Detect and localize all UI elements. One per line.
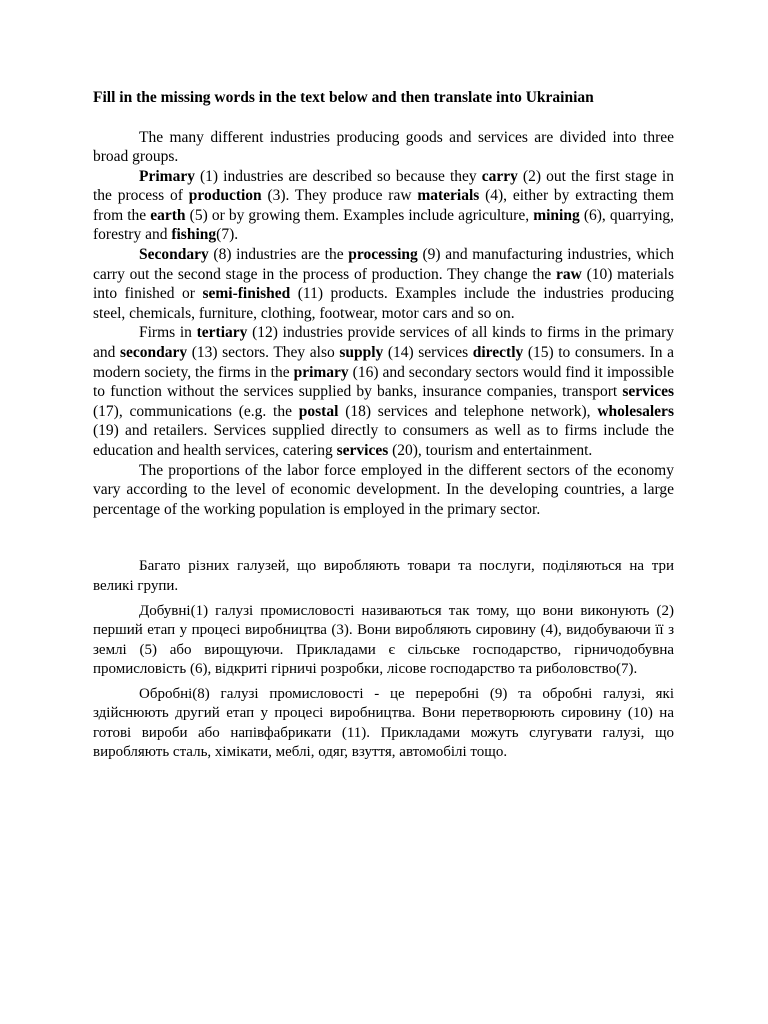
text-run: (7). (216, 226, 239, 244)
filled-word: services (622, 383, 674, 401)
filled-word: semi-finished (202, 285, 291, 303)
text-run: The proportions of the labor force employed in the different sectors of the economy vary according to the level of economic development. In the developing countries, a large percentage of the working population is employed in the primary sector. (93, 461, 674, 518)
filled-word: processing (348, 246, 418, 264)
english-paragraph-5 (93, 461, 674, 520)
english-paragraph-2 (93, 167, 674, 245)
filled-word: carry (481, 167, 518, 185)
filled-word: Primary (139, 167, 195, 185)
text-run: (4), either by extracting them from the (93, 187, 674, 224)
filled-word: materials (417, 187, 480, 205)
filled-word: earth (150, 206, 186, 224)
text-run: (8) industries are the (208, 246, 349, 264)
ukrainian-paragraph-2: Добувні(1) галузі промисловості називаються так тому, що вони виконують (2) перший етап у процесі виробництва (3). Вони виробляють сировину (4), видобуваючи її з землі (5) або вирощуючи. Прикладами є сільське господарство, гірничодобувна промисловість (6), відкриті гірничі розробки, лісове господарство та риболовство(7). (93, 602, 674, 677)
task-heading: Fill in the missing words in the text below and then translate into Ukrainian (93, 89, 594, 106)
filled-word: secondary (119, 344, 188, 362)
text-run: (15) to consumers. In a modern society, the firms in the (93, 344, 674, 381)
text-run: (17), communications (e.g. the (93, 402, 299, 420)
english-paragraph-3 (93, 245, 674, 323)
text-run: (10) materials into finished or (93, 265, 674, 303)
filled-word: raw (556, 265, 582, 283)
text-run: (19) and retailers. Services supplied directly to consumers as well as to firms include the education and health services, catering (93, 422, 674, 459)
text-run: (5) or by growing them. Examples include agriculture, (185, 206, 534, 224)
filled-word: wholesalers (597, 402, 674, 420)
english-paragraph-1 (93, 128, 674, 167)
text-run: (12) industries provide services of all kinds to firms in the primary and (93, 324, 674, 362)
text-run: The many different industries producing goods and services are divided into three broad groups. (93, 128, 674, 166)
text-run: (20), tourism and entertainment. (388, 442, 593, 459)
filled-word: primary (293, 363, 349, 381)
filled-word: directly (472, 344, 524, 362)
text-run: (14) services (383, 344, 473, 362)
ukrainian-paragraph-3: Обробні(8) галузі промисловості - це переробні (9) та обробні галузі, які здійснюють другий етап у процесі виробництва. Вони перетворюють сировину (10) на готові вироби або напівфабрикати (11). Прикладами можуть слугувати галузі, що виробляють сталь, хімікати, меблі, одяг, взуття, автомобілі тощо. (93, 686, 674, 761)
filled-word: mining (533, 206, 580, 224)
filled-word: fishing (171, 226, 217, 244)
filled-word: tertiary (196, 324, 248, 342)
text-run: (2) out the first stage in the process of (93, 167, 674, 205)
english-text (93, 128, 674, 520)
filled-word: services (336, 442, 389, 459)
text-run: (9) and manufacturing industries, which carry out the second stage in the process of production. They change the (93, 246, 674, 283)
text-run: (16) and secondary sectors would find it impossible to function without the services supplied by banks, insurance companies, transport (93, 363, 674, 401)
text-run: (18) services and telephone network), (338, 402, 598, 420)
english-paragraph-4 (93, 323, 674, 460)
filled-word: supply (339, 344, 384, 362)
text-run: (13) sectors. They also (187, 344, 340, 362)
text-run: (3). They produce raw (261, 187, 418, 205)
ukrainian-paragraph-1: Багато різних галузей, що виробляють товари та послуги, поділяються на три великі групи. (93, 558, 674, 594)
text-run: Firms in (139, 324, 197, 342)
filled-word: Secondary (139, 246, 209, 264)
ukrainian-translation (93, 557, 674, 762)
filled-word: postal (298, 402, 339, 420)
text-run: (11) products. Examples include the industries producing steel, chemicals, furniture, clothing, footwear, motor cars and so on. (93, 285, 674, 322)
text-run: (1) industries are described so because they (194, 167, 482, 185)
text-run: (6), quarrying, forestry and (93, 206, 674, 244)
filled-word: production (188, 187, 262, 205)
